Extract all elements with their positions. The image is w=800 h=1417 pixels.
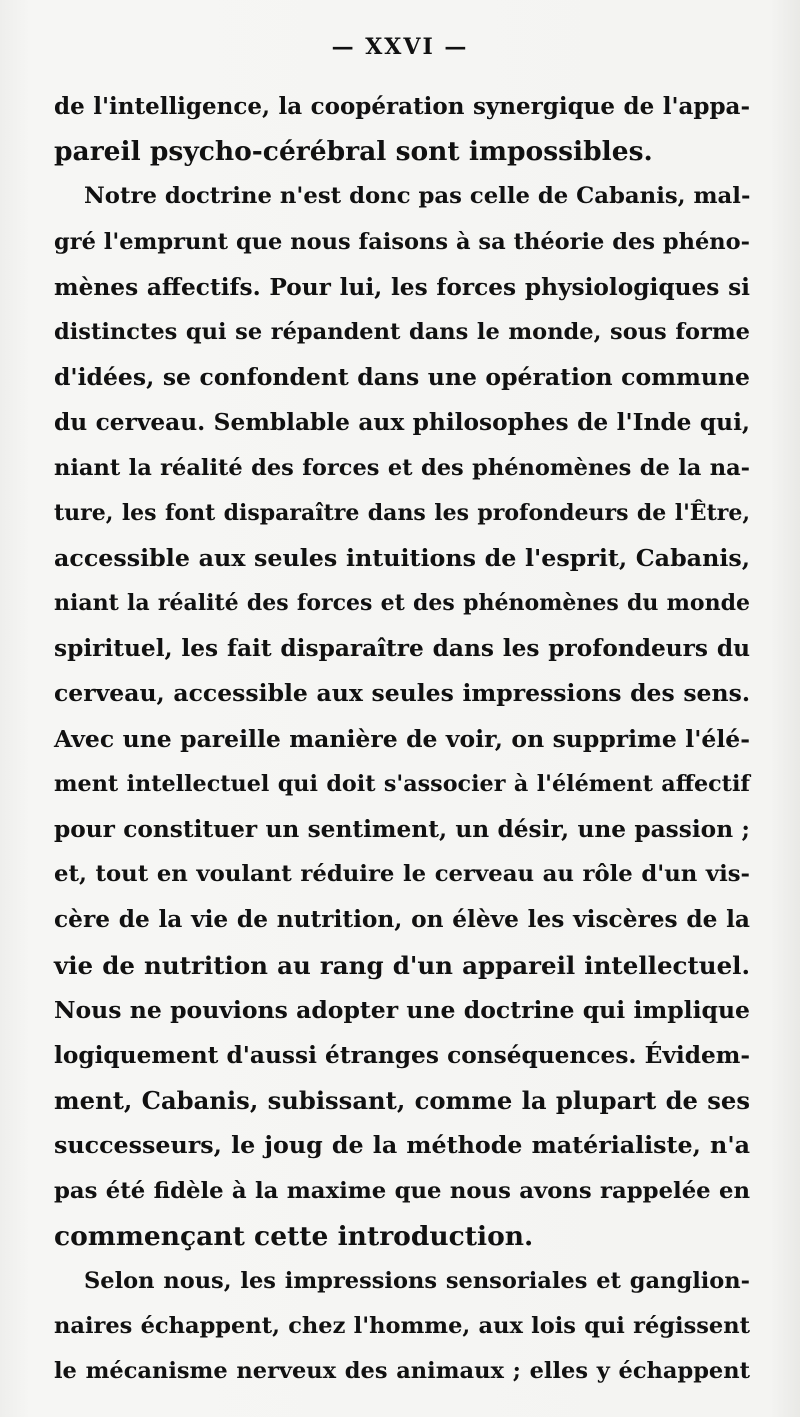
body-text (54, 84, 750, 1394)
text-line: pareil psycho-cérébral sont impossibles. (54, 136, 653, 168)
text-line: pas été fidèle à la maxime que nous avons rappelée en (54, 1177, 750, 1204)
text-line: ture, les font disparaître dans les profondeurs de l'Être, (54, 499, 750, 526)
text-line: le mécanisme nerveux des animaux ; elles y échappent (54, 1358, 750, 1385)
text-line: d'idées, se confondent dans une opération commune (54, 363, 750, 392)
text-line: cère de la vie de nutrition, on élève les viscères de la (54, 906, 750, 934)
text-line: Selon nous, les impressions sensoriales et ganglion- (84, 1267, 750, 1294)
text-line: mènes affectifs. Pour lui, les forces physiologiques si (54, 273, 750, 301)
text-line: spirituel, les fait disparaître dans les profondeurs du (54, 635, 750, 663)
text-line: niant la réalité des forces et des phénomènes du monde (54, 590, 750, 617)
text-line: commençant cette introduction. (54, 1220, 534, 1252)
text-line: Nous ne pouvions adopter une doctrine qui implique (54, 995, 750, 1024)
text-line: gré l'emprunt que nous faisons à sa théorie des phéno- (54, 228, 750, 255)
text-line: successeurs, le joug de la méthode matérialiste, n'a (54, 1131, 750, 1160)
text-line: pour constituer un sentiment, un désir, une passion ; (54, 816, 750, 843)
text-line: cerveau, accessible aux seules impressions des sens. (54, 679, 750, 708)
text-line: distinctes qui se répandent dans le monde, sous forme (54, 318, 750, 345)
text-line: logiquement d'aussi étranges conséquences. Évidem- (54, 1041, 750, 1069)
text-line: de l'intelligence, la coopération synergique de l'appa- (54, 93, 750, 120)
text-line: naires échappent, chez l'homme, aux lois qui régissent (54, 1313, 750, 1340)
text-line: vie de nutrition au rang d'un appareil intellectuel. (54, 950, 750, 980)
text-line: ment, Cabanis, subissant, comme la plupart de ses (54, 1086, 750, 1116)
text-line: niant la réalité des forces et des phénomènes de la na- (54, 454, 750, 481)
text-line: accessible aux seules intuitions de l'esprit, Cabanis, (54, 543, 750, 572)
text-line: ment intellectuel qui doit s'associer à l'élément affectif (54, 770, 750, 797)
text-line: Notre doctrine n'est donc pas celle de Cabanis, mal- (84, 183, 751, 210)
text-line: et, tout en voulant réduire le cerveau au rôle d'un vis- (54, 861, 750, 888)
page-number-header: — XXVI — (331, 34, 469, 60)
text-line: Avec une pareille manière de voir, on supprime l'élé- (54, 724, 750, 753)
text-line: du cerveau. Semblable aux philosophes de l'Inde qui, (54, 409, 750, 437)
